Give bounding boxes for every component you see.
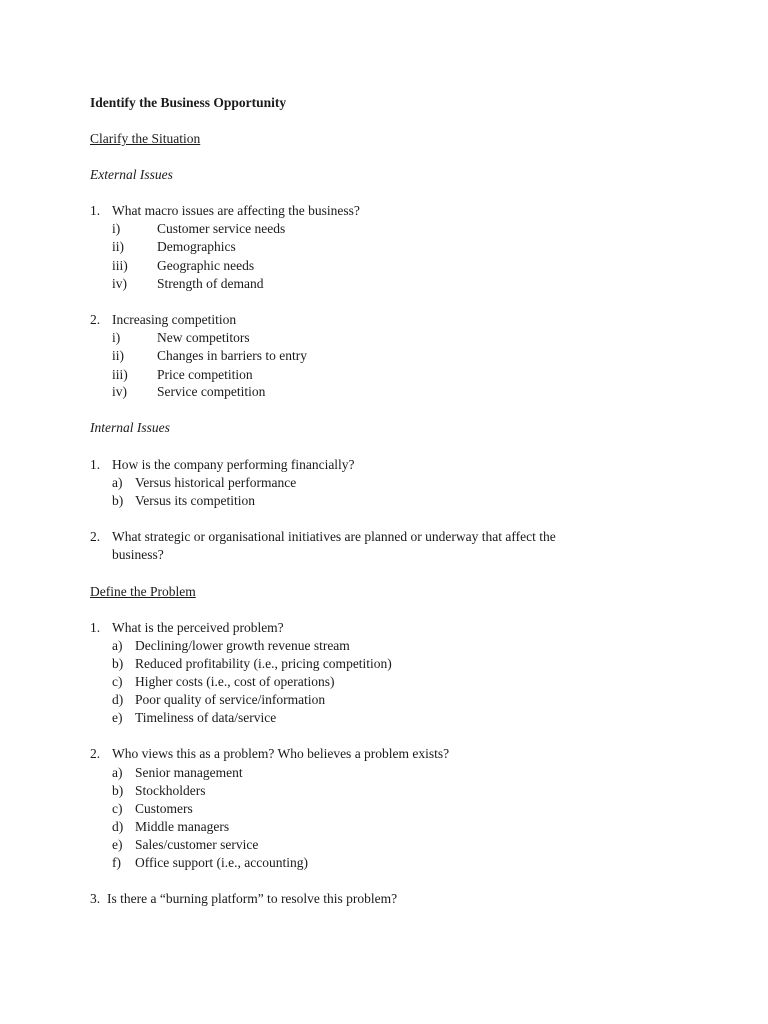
list-item: Versus historical performance [135,475,297,490]
list-item-letter: f) [112,855,121,870]
list-item: Declining/lower growth revenue stream [135,638,350,653]
question-number: 2. [90,746,101,761]
question-number: 2. [90,312,101,327]
question-text: Who views this as a problem? Who believes a problem exists? [112,746,450,761]
question-number: 3. [90,891,101,906]
list-item-number: iii) [112,258,128,273]
question-number: 1. [90,203,101,218]
subheading-external-issues: External Issues [90,167,173,182]
list-item: Stockholders [135,783,206,798]
list-item: Higher costs (i.e., cost of operations) [135,674,335,689]
question-text-continued: business? [112,547,164,562]
list-item-number: i) [112,330,121,345]
list-item: Geographic needs [157,258,255,273]
question-text: What macro issues are affecting the business? [112,203,360,218]
list-item: New competitors [157,330,250,345]
list-item-letter: d) [112,692,124,707]
question-text: What strategic or organisational initiatives are planned or underway that affect the [112,529,556,544]
list-item-letter: e) [112,710,123,725]
list-item-letter: c) [112,674,123,689]
list-item: Versus its competition [135,493,255,508]
list-item: Poor quality of service/information [135,692,326,707]
list-item-letter: b) [112,656,124,671]
list-item-number: i) [112,221,121,236]
list-item: Changes in barriers to entry [157,348,307,363]
list-item: Price competition [157,367,253,382]
question-number: 1. [90,457,101,472]
list-item: Middle managers [135,819,230,834]
question-number: 2. [90,529,101,544]
question-text: Increasing competition [112,312,237,327]
list-item-letter: a) [112,475,123,490]
list-item-letter: b) [112,493,124,508]
list-item-letter: b) [112,783,124,798]
list-item: Office support (i.e., accounting) [135,855,308,870]
question-text: Is there a “burning platform” to resolve this problem? [107,891,398,906]
list-item-number: iv) [112,384,127,399]
list-item: Reduced profitability (i.e., pricing competition) [135,656,392,671]
list-item: Demographics [157,239,236,254]
document-title: Identify the Business Opportunity [90,95,287,110]
list-item-letter: e) [112,837,123,852]
list-item: Strength of demand [157,276,264,291]
section-heading-clarify: Clarify the Situation [90,131,201,146]
list-item-number: ii) [112,239,124,254]
section-heading-define-problem: Define the Problem [90,584,196,599]
list-item-letter: d) [112,819,124,834]
list-item-number: iv) [112,276,127,291]
list-item: Customer service needs [157,221,286,236]
list-item-number: ii) [112,348,124,363]
question-number: 1. [90,620,101,635]
list-item: Senior management [135,765,243,780]
subheading-internal-issues: Internal Issues [90,420,170,435]
list-item: Customers [135,801,193,816]
list-item-letter: a) [112,765,123,780]
list-item: Timeliness of data/service [135,710,277,725]
question-text: How is the company performing financially? [112,457,355,472]
list-item-number: iii) [112,367,128,382]
list-item-letter: c) [112,801,123,816]
list-item: Service competition [157,384,266,399]
question-text: What is the perceived problem? [112,620,284,635]
list-item: Sales/customer service [135,837,259,852]
list-item-letter: a) [112,638,123,653]
